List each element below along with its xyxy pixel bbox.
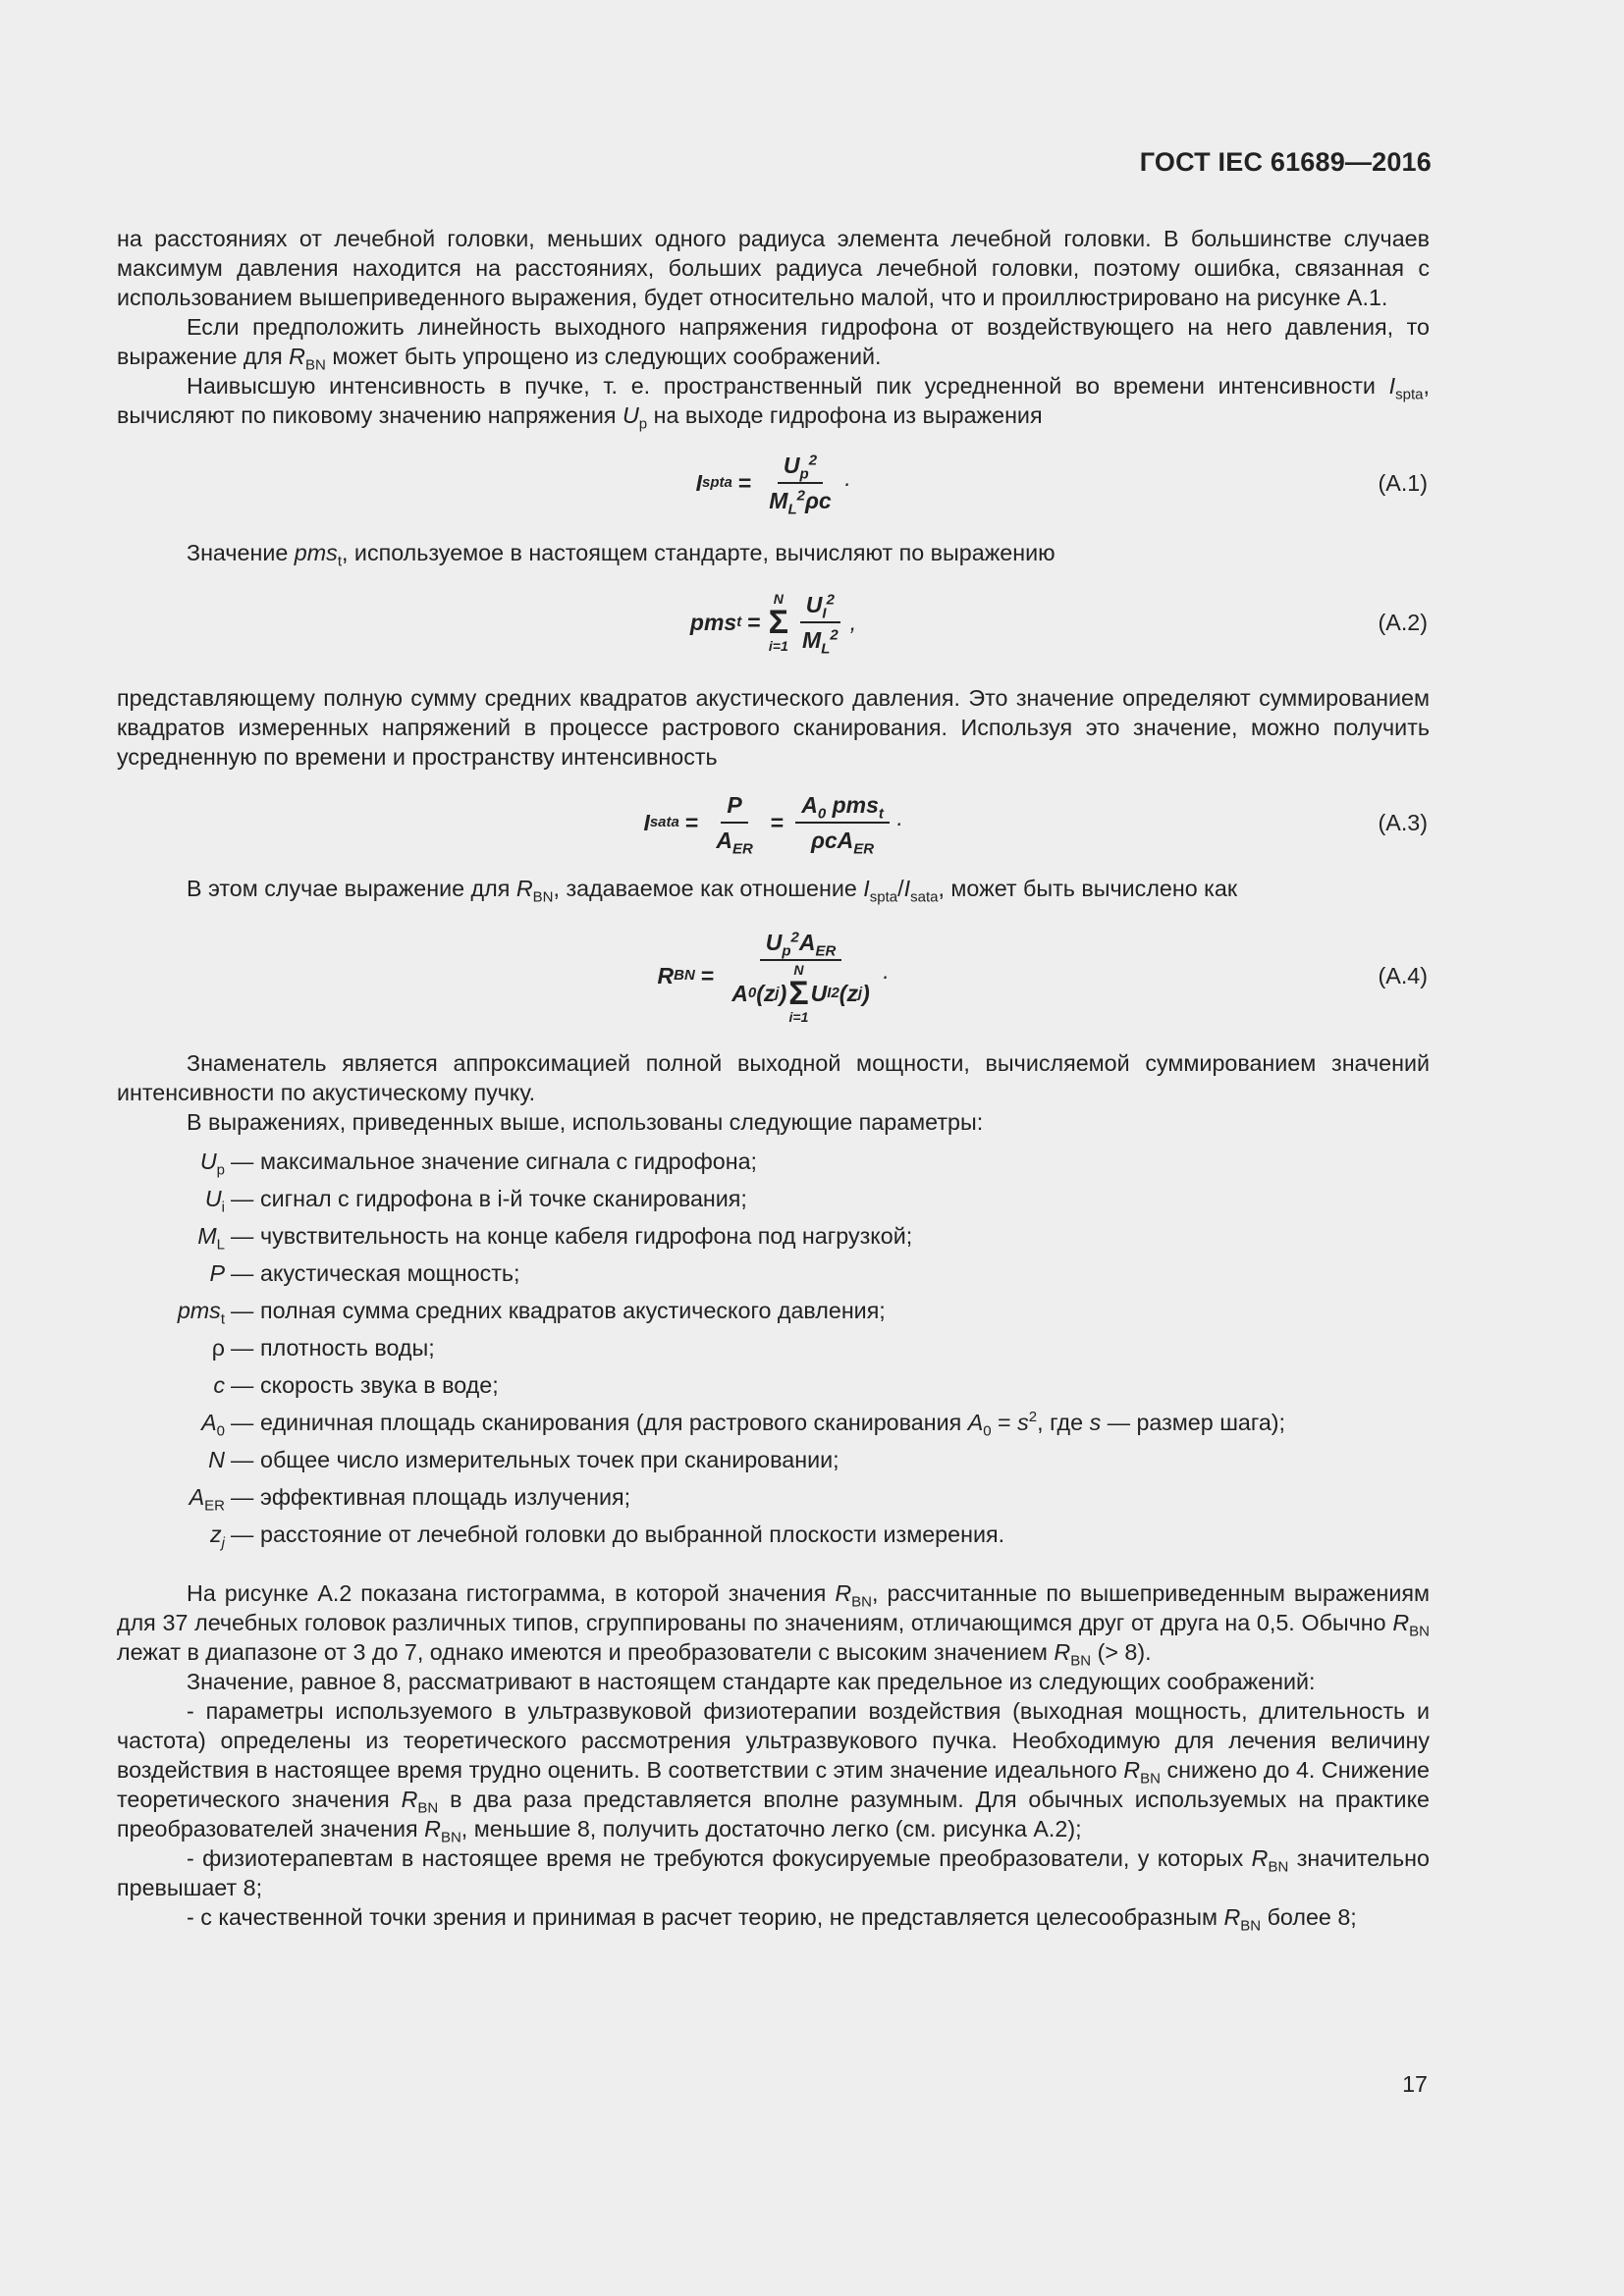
summation-symbol: N Σ i=1 [788,962,809,1025]
parameter-item: P — акустическая мощность; [209,1260,520,1286]
formula-a2: pms t = N Σ i=1 $\frac{U_I^2}{M_L^2}$ , (А.2) [689,591,1428,658]
formula-a4: R BN = $U_p^2A_{ER}$ A 0 (z j ) N Σ i=1 U I 2 (z j ) · (А.4) [657,929,1428,1025]
paragraph-7: Знаменатель является аппроксимацией полной выходной мощности, вычисляемой суммированием значений интенсивности по акустическому пучку. [117,1050,1430,1105]
parameter-item: c — скорость звука в воде; [213,1372,499,1398]
summation-symbol: N Σ i=1 [768,591,789,654]
paragraph-6: В этом случае выражение для $R_{BN}$, задаваемое как отношение $I_{spta}/I_{sata}$, может быть вычислено как [187,876,1238,906]
paragraph-12: - физиотерапевтам в настоящее время не требуются фокусируемые преобразователи, у которых $R_{BN}$ значительно превышает 8; [117,1845,1430,1900]
document-header: ГОСТ IEC 61689—2016 [1139,147,1432,177]
document-body [117,224,1431,1935]
formula-number: (А.2) [1378,610,1428,635]
paragraph-13: - с качественной точки зрения и принимая в расчет теорию, не представляется целесообразным $R_{BN}$ более 8; [187,1904,1357,1935]
parameter-item: $A_0$ — единичная площадь сканирования (для растрового сканирования $A_0 = s^2$, где s — размер шага); [201,1409,1286,1440]
paragraph-10: Значение, равное 8, рассматривают в настоящем стандарте как предельное из следующих соображений: [187,1669,1316,1694]
parameter-item: pms$_t$ — полная сумма средних квадратов акустического давления; [177,1298,886,1328]
parameter-item: $U_i$ — сигнал с гидрофона в i-й точке сканирования; [204,1186,747,1216]
parameter-item: $U_p$ — максимальное значение сигнала с гидрофона; [199,1148,758,1179]
paragraph-11: - параметры используемого в ультразвуковой физиотерапии воздействия (выходная мощность, длительность и частота) определены из теоретического рассмотрения ультразвукового пучка. Необходимую для лечения величину воздействия в настоящее время трудно оценить. В соответствии с этим значение идеального $R_{BN}$ снижено до 4. Снижение теоретического значения $R_{BN}$ в два раза представляется вполне разумным. Для обычных используемых на практике преобразователей значения $R_{BN}$, меньшие 8, получить достаточно легко (см. рисунка А.2); [117,1698,1431,1846]
paragraph-8: В выражениях, приведенных выше, использованы следующие параметры: [187,1109,984,1135]
formula-a1: I spta = $\frac{U_p^2}{M_L^2\rho c}$ · (А.1) [695,452,1428,518]
parameter-item: $M_L$ — чувствительность на конце кабеля гидрофона под нагрузкой; [197,1223,913,1254]
page-number: 17 [1402,2071,1428,2097]
parameter-item: $z_j$ — расстояние от лечебной головки до выбранной плоскости измерения. [210,1522,1005,1552]
paragraph-4: Значение pms$_t$, используемое в настоящем стандарте, вычисляют по выражению [187,540,1056,570]
parameter-list [117,1143,1430,1553]
parameter-item: $A_{ER}$ — эффективная площадь излучения; [189,1484,631,1515]
formula-number: (А.4) [1378,963,1428,988]
paragraph-2: Если предположить линейность выходного напряжения гидрофона от воздействующего на него давления, то выражение для $R_{BN}$ может быть упрощено из следующих соображений. [117,314,1430,374]
formula-number: (А.3) [1378,810,1428,835]
formula-a3: I sata = $\frac{P}{A_{ER}}$ = $\frac{A_0 pms_t}{\rho cA_{ER}}$ · (А.3) [643,792,1428,858]
paragraph-3: Наивысшую интенсивность в пучке, т. е. пространственный пик усредненной во времени интенсивности $I_{spta}$, вычисляют по пиковому значению напряжения $U_p$ на выходе гидрофона из выражения [117,373,1430,433]
paragraph-9: На рисунке А.2 показана гистограмма, в которой значения $R_{BN}$, рассчитанные по вышеприведенным выражениям для 37 лечебных головок различных типов, сгруппированы по значениям, отличающимся друг от друга на 0,5. Обычно $R_{BN}$ лежат в диапазоне от 3 до 7, однако имеются и преобразователи с высоким значением $R_{BN}$ (> 8). [117,1580,1430,1670]
formula-number: (А.1) [1378,470,1428,496]
paragraph-1: на расстояниях от лечебной головки, меньших одного радиуса элемента лечебной головки. В большинстве случаев максимум давления находится на расстояниях, больших радиуса лечебной головки, поэтому ошибка, связанная с использованием вышеприведенного выражения, будет относительно малой, что и проиллюстрировано на рисунке А.1. [117,226,1430,310]
paragraph-5: представляющему полную сумму средних квадратов акустического давления. Это значение определяют суммированием квадратов измеренных напряжений в процессе растрового сканирования. Используя это значение, можно получить усредненную по времени и пространству интенсивность [117,685,1430,770]
parameter-item: ρ — плотность воды; [211,1335,435,1361]
parameter-item: N — общее число измерительных точек при сканировании; [208,1447,839,1472]
